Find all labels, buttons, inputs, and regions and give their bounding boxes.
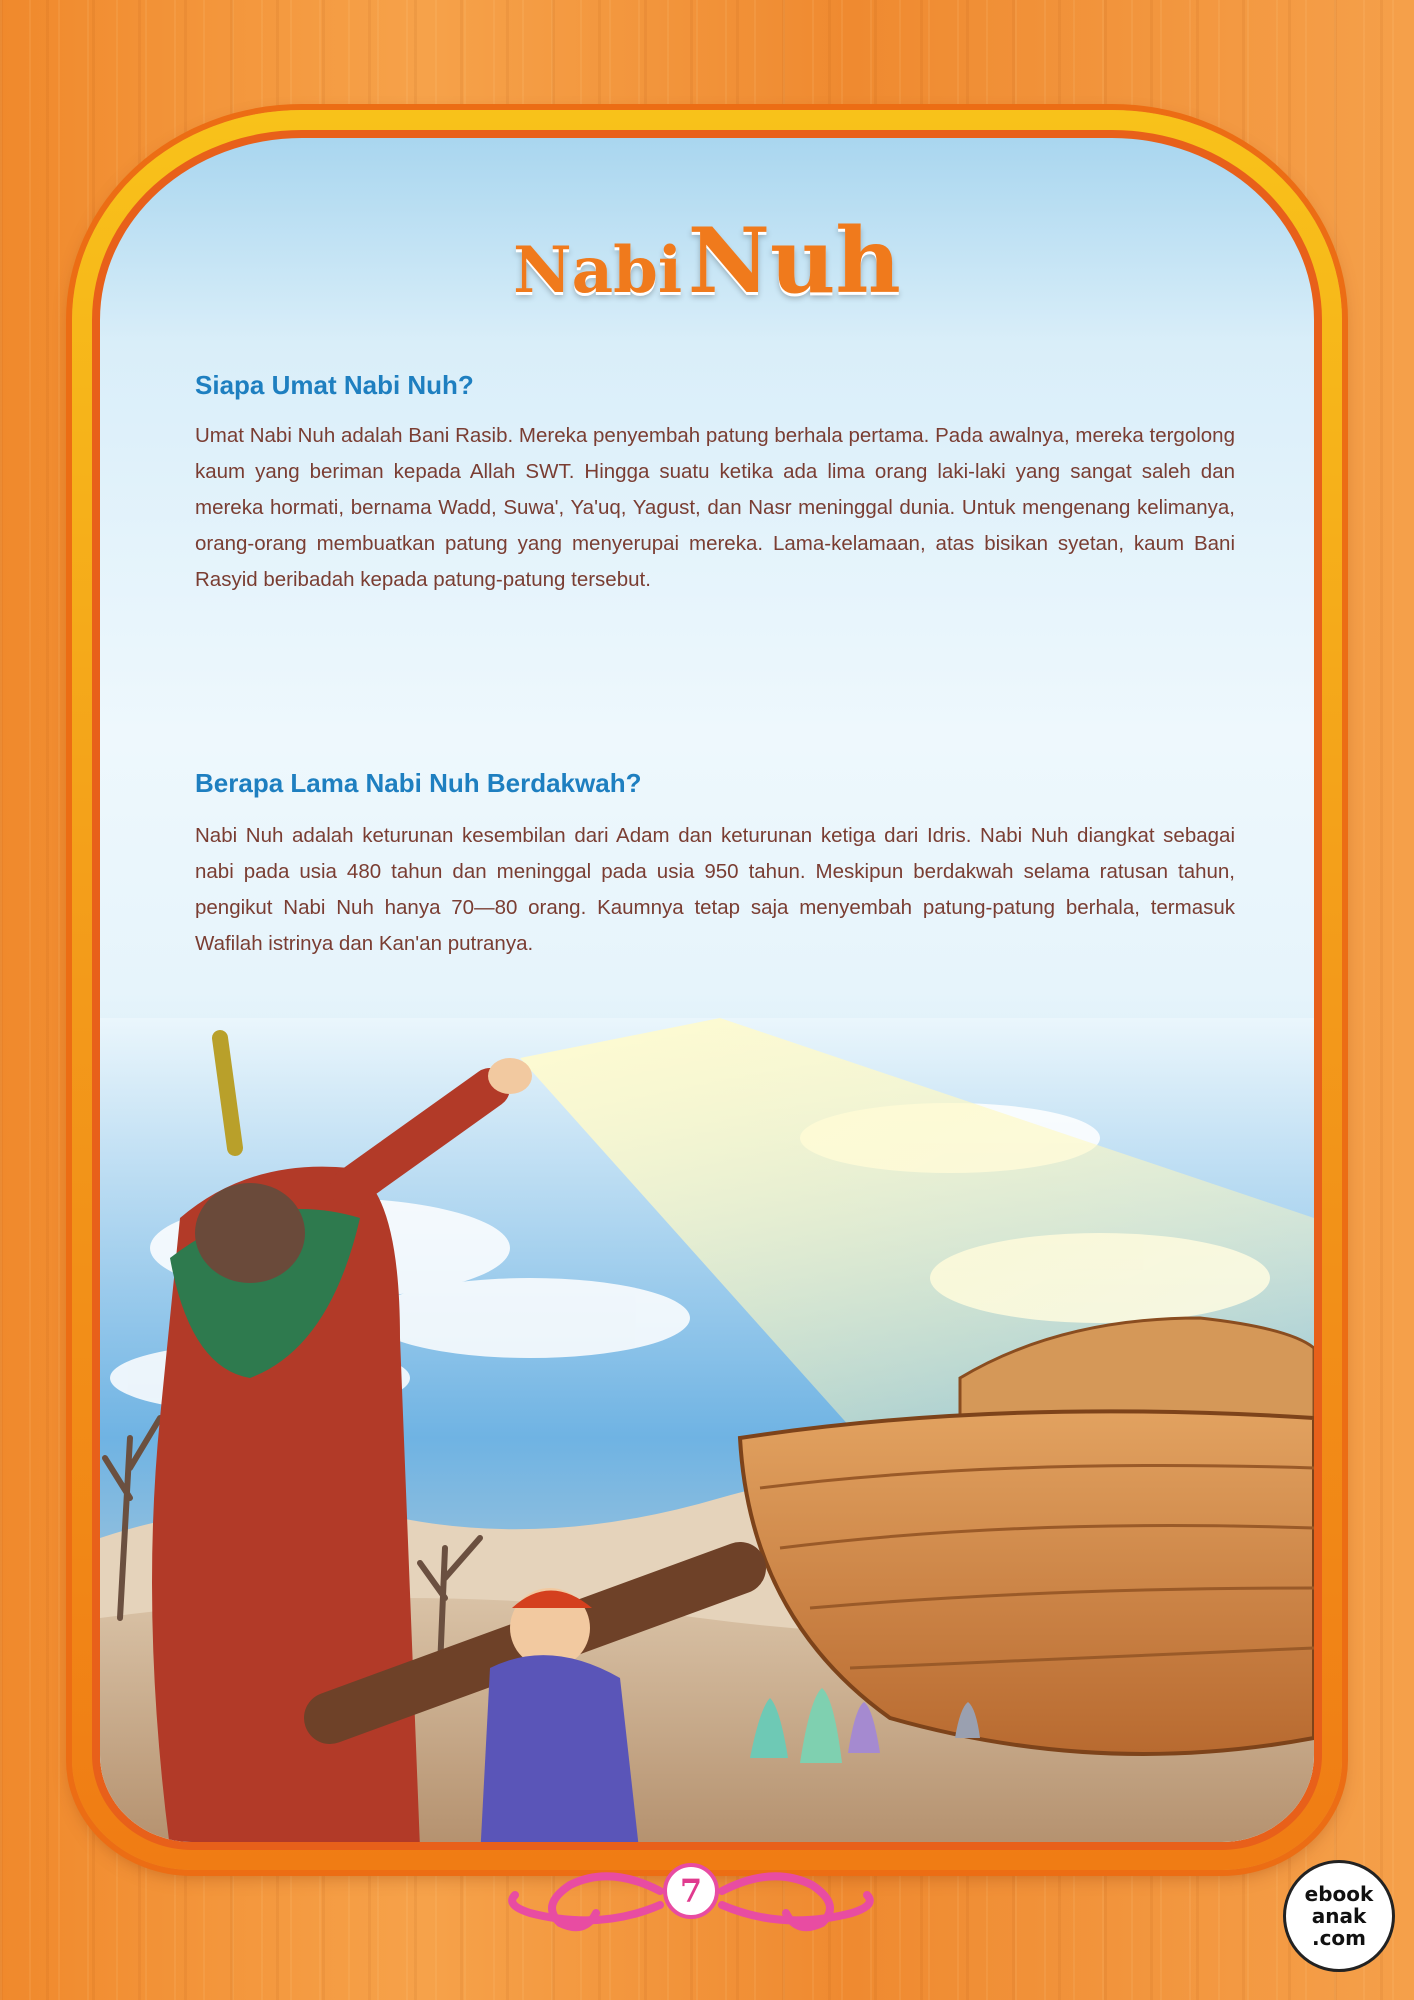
page-title bbox=[100, 208, 1314, 314]
title-word-2: Nuh bbox=[687, 208, 901, 314]
section-heading-1: Siapa Umat Nabi Nuh? bbox=[195, 370, 474, 400]
story-panel bbox=[92, 130, 1322, 1850]
page-number: 7 bbox=[663, 1863, 719, 1919]
logo-line-2: anak bbox=[1311, 1904, 1367, 1928]
logo-line-3: .com bbox=[1311, 1926, 1367, 1950]
ark-illustration bbox=[100, 1018, 1314, 1850]
logo-line-1: ebook bbox=[1304, 1882, 1374, 1906]
section-body-1: Umat Nabi Nuh adalah Bani Rasib. Mereka penyembah patung berhala pertama. Pada awalnya, mereka tergolong kaum yang beriman kepada Allah SWT. Hingga suatu ketika ada lima orang laki-laki yang sangat saleh dan mereka hormati, bernama Wadd, Suwa', Ya'uq, Yagust, dan Nasr meninggal dunia. Untuk mengenang kelimanya, orang-orang membuatkan patung yang menyerupai mereka. Lama-kelamaan, atas bisikan syetan, kaum Bani Rasyid beribadah kepada patung-patung tersebut. bbox=[195, 424, 1235, 591]
ebookanak-logo bbox=[1283, 1860, 1395, 1972]
title-word-1: Nabi bbox=[513, 233, 683, 308]
section-heading-2: Berapa Lama Nabi Nuh Berdakwah? bbox=[195, 768, 642, 798]
section-body-2: Nabi Nuh adalah keturunan kesembilan dari Adam dan keturunan ketiga dari Idris. Nabi Nuh diangkat sebagai nabi pada usia 480 tahun dan meninggal pada usia 950 tahun. Meskipun berdakwah selama ratusan tahun, pengikut Nabi Nuh hanya 70—80 orang. Kaumnya tetap saja menyembah patung-patung berhala, termasuk Wafilah istrinya dan Kan'an putranya. bbox=[195, 824, 1235, 955]
page-number-ornament bbox=[500, 1855, 880, 1945]
